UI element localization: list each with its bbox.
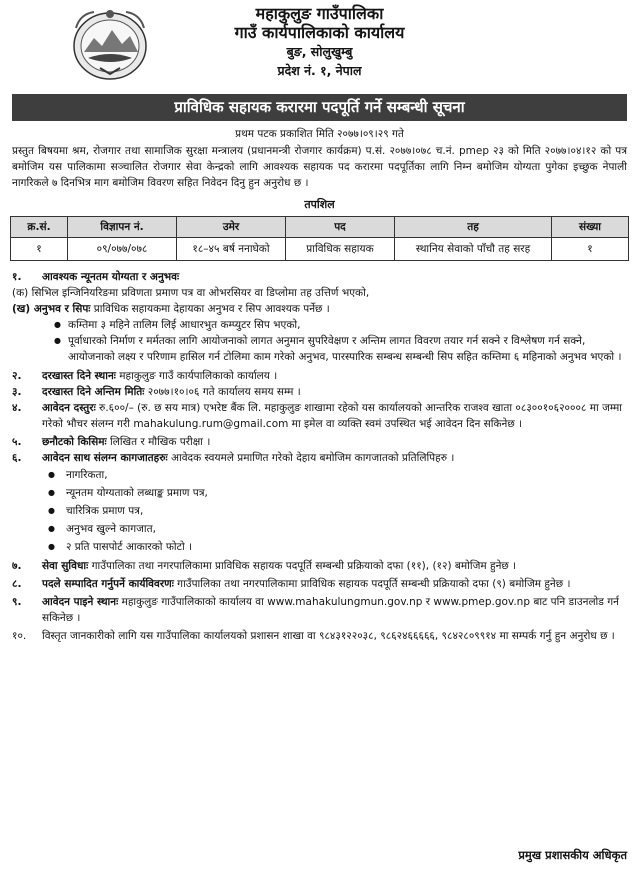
col-header: क्र.सं. xyxy=(11,217,68,238)
section-6 xyxy=(12,450,627,466)
letterhead xyxy=(8,0,631,92)
section-number: ८. xyxy=(12,578,22,590)
table-row xyxy=(11,238,629,261)
list-item: ● पूर्वाधारको निर्माण र मर्मतका लागि आयोजनाको लागत अनुमान सुपरिवेक्षण र अन्तिम लागत विवरण तयार गर्न सक्ने र विश्लेषण गर्न सक्ने, आयोजनाको लक्ष्य र परिणाम हासिल गर्न टोलिमा काम गरेको अनुभव, पारस्पारिक सम्बन्ध सम्बन्धी सिप सहित कम्तिमा ६ महिनाको अनुभव भएको । xyxy=(54,333,631,365)
table-cell: १८–४५ बर्ष ननाघेको xyxy=(177,238,286,261)
section-8 xyxy=(12,576,627,592)
section-label: पदले सम्पादित गर्नुपर्ने कार्यविवरणः xyxy=(42,578,174,590)
qualification-ka: (क) सिभिल इन्जिनियरिङमा प्रविणता प्रमाण पत्र वा ओभरसियर वा डिप्लोमा तह उत्तिर्ण भएको, xyxy=(12,287,370,299)
intro-paragraph: प्रस्तुत बिषयमा श्रम, रोजगार तथा सामाजिक सुरक्षा मन्त्रालय (प्रधानमन्त्री रोजगार कार्यक्रम) प.सं. २०७७।०७८ च.नं. pmep २३ को मिति २०७७।०४।१२ को पत्र बमोजिम यस पालिकामा सञ्चालित रोजगार सेवा केन्द्रको लागि आवश्यक सहायक पद करारमा पदपूर्तिका लागि निम्न बमोजिम योग्यता पुगेका इच्छुक नेपाली नागरिकले ७ दिनभित्र माग बमोजिम विवरण सहित निवेदन दिनु हुन अनुरोध छ । xyxy=(12,145,627,189)
section-4 xyxy=(12,400,627,432)
table-cell: प्राविधिक सहायक xyxy=(286,238,395,261)
section-number: १०. xyxy=(12,630,27,642)
municipality-name: महाकुलुङ गाउँपालिका xyxy=(255,4,384,23)
section-label: दरखास्त दिने अन्तिम मितिः xyxy=(42,386,145,398)
section-label: आवेदन साथ संलग्न कागजातहरुः xyxy=(42,452,168,464)
table-cell: ०९/०७७/०७८ xyxy=(68,238,177,261)
list-item: ● अनुभव खुल्ने कागजात, xyxy=(48,520,631,538)
office-name: गाउँ कार्यपालिकाको कार्यालय xyxy=(234,23,405,42)
section-10 xyxy=(12,628,627,644)
section-label: छनौटको किसिमः xyxy=(42,436,107,448)
experience-list xyxy=(8,317,631,365)
section-text: महाकुलुङ गाउँपालिकाको कार्यालय वा www.mahakulungmun.gov.np र www.pmep.gov.np बाट पनि डाउनलोड गर्न सकिनेछ । xyxy=(42,596,619,624)
section-label: सेवा सुविधाः xyxy=(42,560,89,572)
list-item: ● नागरिकता, xyxy=(48,466,631,484)
list-item: ● कम्तिमा ३ महिने तालिम लिई आधारभुत कम्प्युटर सिप भएको, xyxy=(54,317,631,333)
section-5 xyxy=(12,434,627,450)
section-number: ४. xyxy=(12,402,22,414)
list-item: ● २ प्रति पासपोर्ट आकारको फोटो । xyxy=(48,538,631,556)
table-cell: स्थानिय सेवाको पाँचौ तह सरह xyxy=(395,238,552,261)
section-number: ५. xyxy=(12,436,22,448)
province: प्रदेश नं. १, नेपाल xyxy=(277,63,362,78)
table-cell: १ xyxy=(552,238,629,261)
section-text: आवेदक स्वयमले प्रमाणित गरेको देहाय बमोजिम कागजातको प्रतिलिपिहरु । xyxy=(167,452,455,464)
table-title: तपशिल xyxy=(304,198,335,211)
section-number: ९. xyxy=(12,596,22,608)
published-date: प्रथम पटक प्रकाशित मिति २०७७।०९।२९ गते xyxy=(235,128,404,140)
section-heading: आवश्यक न्यूनतम योग्यता र अनुभवः xyxy=(42,271,180,283)
documents-list xyxy=(8,466,631,556)
col-header: उमेर xyxy=(177,217,286,238)
notice-title: प्राविधिक सहायक करारमा पदपूर्ति गर्ने सम्बन्धी सूचना xyxy=(12,94,627,121)
section-number: ६. xyxy=(12,452,22,464)
col-header: तह xyxy=(395,217,552,238)
list-item: ● चारित्रिक प्रमाण पत्र, xyxy=(48,502,631,520)
vacancy-table xyxy=(10,216,629,261)
section-text: महाकुलुङ गाउँ कार्यपालिकाको कार्यालय । xyxy=(115,370,278,382)
section-9 xyxy=(12,594,627,626)
section-1 xyxy=(12,269,627,317)
office-address: बुङ, सोलुखुम्बु xyxy=(286,44,353,59)
qualification-kha-label: (ख) अनुभव र सिपः xyxy=(12,303,91,315)
section-text: गाउँपालिका तथा नगरपालिकामा प्राविधिक सहायक पदपूर्ति सम्बन्धी प्रक्रियाको दफा (९) बमोजिम हुनेछ । xyxy=(173,578,571,590)
section-number: १. xyxy=(12,271,22,283)
section-text: गाउँपालिका तथा नगरपालिकामा प्राविधिक सहायक पदपूर्ति सम्बन्धी प्रक्रियाको दफा (११), (१२) बमोजिम हुनेछ । xyxy=(88,560,517,572)
section-label: आवेदन दस्तुरः xyxy=(42,402,96,414)
col-header: संख्या xyxy=(552,217,629,238)
section-text: लिखित र मौखिक परीक्षा । xyxy=(106,436,211,448)
table-cell: १ xyxy=(11,238,68,261)
section-number: २. xyxy=(12,370,22,382)
section-2 xyxy=(12,368,627,384)
section-3 xyxy=(12,384,627,400)
table-header-row xyxy=(11,217,629,238)
section-number: ३. xyxy=(12,386,22,398)
section-label: आवेदन पाइने स्थानः xyxy=(42,596,119,608)
section-number: ७. xyxy=(12,560,22,572)
qualification-kha-text: प्राविधिक सहायकमा देहायका अनुभव र सिप आवश्यक पर्नेछ । xyxy=(90,303,330,315)
col-header: विज्ञापन नं. xyxy=(68,217,177,238)
section-7 xyxy=(12,558,627,574)
signatory-title: प्रमुख प्रशासकीय अधिकृत xyxy=(518,848,627,862)
col-header: पद xyxy=(286,217,395,238)
qualification-kha xyxy=(12,301,627,317)
section-text: २०७७।१०।०६ गते कार्यालय समय सम्म । xyxy=(144,386,301,398)
section-label: दरखास्त दिने स्थानः xyxy=(42,370,116,382)
section-text: रु.६००/– (रु. छ सय मात्र) एभरेष्ट बैंक लि. महाकुलुङ शाखामा रहेको यस कार्यालयको आन्तरिक राजश्व खाता ०८३००१०६२०००८ मा जम्मा गरेको भौचर संलग्न गरी mahakulung.rum@gmail.com मा इमेल वा व्यक्ति स्वमं उपस्थित भई आवेदन दिन सकिनेछ । xyxy=(42,402,622,430)
list-item: ● न्यूनतम योग्यताको लब्धाङ्क प्रमाण पत्र, xyxy=(48,484,631,502)
section-text: विस्तृत जानकारीको लागि यस गाउँपालिका कार्यालयको प्रशासन शाखा वा ९८४३१२२०३८, ९८६२४६६६६६, ९८४२८०९९१४ मा सम्पर्क गर्नु हुन अनुरोध छ । xyxy=(42,630,615,642)
